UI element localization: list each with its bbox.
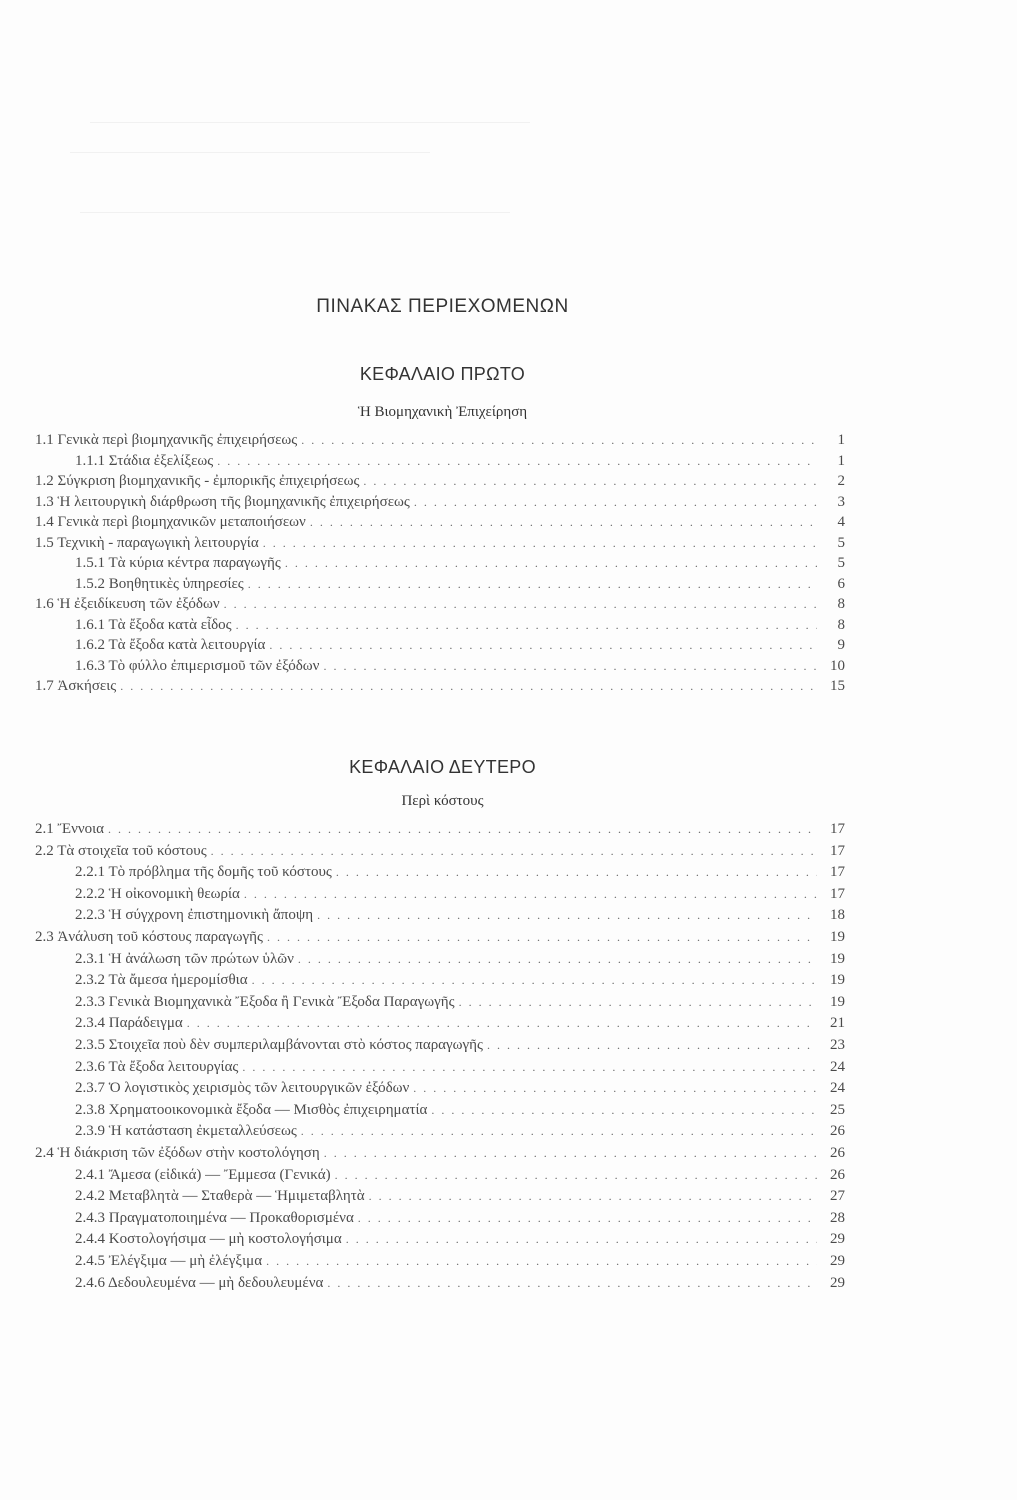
toc-entry-label — [75, 451, 217, 471]
toc-entry-label — [75, 1013, 187, 1033]
toc-entry-page: 15 — [830, 678, 845, 694]
toc-entry-label — [35, 594, 224, 614]
toc-entry-text: Γενικὰ περὶ βιομηχανικῆς ἐπιχειρήσεως — [57, 432, 298, 448]
toc-entry — [0, 1057, 1017, 1077]
chapter-1-subheading: Ἡ Βιομηχανικὴ Ἐπιχείρηση — [357, 404, 528, 420]
toc-entry-number: 1.7 — [35, 678, 54, 694]
toc-entry-label — [75, 1100, 431, 1120]
toc-entry-label — [35, 927, 267, 947]
toc-entry-text: Τὰ ἄμεσα ἡμερομίσθια — [108, 972, 248, 989]
toc-entry — [0, 1229, 1017, 1249]
chapter-2-heading: ΚΕΦΑΛΑΙΟ ΔΕΥΤΕΡΟ — [349, 757, 536, 777]
toc-entry-text: Βοηθητικὲς ὑπηρεσίες — [108, 575, 244, 592]
toc-leader-dots — [358, 1208, 817, 1228]
toc-entry-page: 24 — [830, 1058, 845, 1075]
toc-entry-text: Γενικὰ περὶ βιομηχανικῶν μεταποιήσεων — [57, 514, 306, 530]
toc-entry-number: 2.4.1 — [75, 1166, 105, 1183]
toc-entry-label — [75, 970, 252, 990]
bleed-through-line — [90, 122, 530, 123]
toc-entry-text: Σύγκριση βιομηχανικῆς - ἐμπορικῆς ἐπιχειρήσεως — [57, 473, 360, 489]
toc-entry — [0, 1013, 1017, 1033]
toc-entry-label — [35, 819, 108, 839]
toc-entry-number: 2.3.5 — [75, 1037, 105, 1053]
toc-entry-page: 9 — [837, 637, 845, 653]
toc-entry-page: 19 — [830, 993, 845, 1010]
bleed-through-line — [80, 212, 510, 213]
toc-leader-dots — [298, 949, 817, 969]
toc-entry-number: 1.6.1 — [75, 616, 105, 633]
toc-entry-text: Τὸ φύλλο ἐπιμερισμοῦ τῶν ἐξόδων — [108, 657, 320, 674]
toc-entry-label — [75, 1273, 327, 1293]
toc-entry-number: 1.4 — [35, 514, 54, 530]
toc-entry-number: 2.4 — [35, 1145, 54, 1161]
toc-entry-number: 2.3.6 — [75, 1058, 105, 1075]
toc-entry-label — [35, 512, 310, 532]
chapter-2-subheading-block — [0, 793, 885, 810]
toc-entry-number: 2.2 — [35, 842, 54, 859]
toc-entry — [0, 841, 1017, 861]
toc-entry-label — [35, 492, 414, 512]
toc-leader-dots — [336, 862, 817, 882]
chapter-1-heading: ΚΕΦΑΛΑΙΟ ΠΡΩΤΟ — [359, 364, 526, 384]
toc-leader-dots — [242, 1057, 817, 1077]
toc-entry-number: 2.4.5 — [75, 1253, 105, 1269]
toc-entry — [0, 574, 1017, 594]
toc-entry-page: 5 — [837, 534, 845, 551]
toc-entry-text: Ἀσκήσεις — [57, 678, 117, 694]
toc-entry-number: 2.3 — [35, 929, 54, 945]
toc-entry-label — [35, 471, 363, 491]
toc-entry-number: 2.3.4 — [75, 1015, 105, 1032]
toc-entry-text: Παράδειγμα — [108, 1015, 183, 1032]
toc-entry-page: 3 — [837, 493, 845, 510]
chapter-1-subheading-block — [0, 404, 885, 421]
toc-leader-dots — [211, 841, 817, 861]
toc-entry — [0, 1251, 1017, 1271]
toc-entry-label — [75, 615, 236, 635]
toc-entry — [0, 451, 1017, 471]
toc-entry-page: 18 — [830, 907, 845, 924]
toc-entry-page: 29 — [830, 1274, 845, 1291]
toc-entry-page: 23 — [830, 1037, 845, 1053]
toc-entry-page: 1 — [837, 432, 845, 448]
toc-leader-dots — [301, 1121, 817, 1141]
toc-entry-page: 25 — [830, 1101, 845, 1118]
toc-entry-label — [35, 533, 263, 553]
toc-leader-dots — [413, 1078, 817, 1098]
toc-leader-dots — [263, 533, 817, 553]
toc-entry-text: Ἡ σύγχρονη ἐπιστημονικὴ ἄποψη — [108, 907, 314, 924]
toc-leader-dots — [323, 656, 817, 676]
toc-leader-dots — [269, 635, 817, 655]
toc-entry-page: 29 — [830, 1253, 845, 1269]
toc-entry-text: Ἀνάλυση τοῦ κόστους παραγωγῆς — [57, 929, 263, 945]
toc-entry-label — [75, 656, 323, 676]
toc-entry — [0, 635, 1017, 655]
toc-entry-text: Μεταβλητὰ — Σταθερὰ — Ἡμιμεταβλητὰ — [108, 1188, 365, 1205]
toc-entry-label — [75, 862, 336, 882]
toc-leader-dots — [327, 1273, 817, 1293]
toc-entry-page: 26 — [830, 1166, 845, 1183]
toc-leader-dots — [236, 615, 817, 635]
toc-entry — [0, 927, 1017, 947]
toc-leader-dots — [267, 927, 817, 947]
toc-entry-label — [75, 1078, 413, 1098]
toc-entry — [0, 1186, 1017, 1206]
toc-entry-text: Ἡ κατάσταση ἐκμεταλλεύσεως — [108, 1123, 297, 1140]
chapter-2-heading-block — [0, 757, 885, 778]
toc-entry-number: 1.5.2 — [75, 575, 105, 592]
toc-entry-page: 26 — [830, 1145, 845, 1161]
toc-entry-number: 2.2.1 — [75, 864, 105, 881]
bleed-through-line — [70, 152, 430, 153]
toc-entry — [0, 862, 1017, 882]
toc-entry-text: Ὁ λογιστικὸς χειρισμὸς τῶν λειτουργικῶν ἐξόδων — [108, 1080, 410, 1097]
toc-leader-dots — [431, 1100, 817, 1120]
toc-entry-number: 2.2.2 — [75, 885, 105, 902]
toc-entry-text: Ἔννοια — [57, 821, 105, 837]
toc-entry-text: Χρηματοοικονομικὰ ἔξοδα — Μισθὸς ἐπιχειρηματία — [108, 1101, 428, 1118]
toc-entry — [0, 512, 1017, 532]
toc-entry — [0, 970, 1017, 990]
toc-entry — [0, 1143, 1017, 1163]
toc-entry-page: 8 — [837, 596, 845, 612]
toc-entry-number: 1.6.3 — [75, 657, 105, 674]
toc-entry — [0, 1165, 1017, 1185]
toc-entry-label — [35, 676, 120, 696]
toc-entry-text: Ἐλέγξιμα — μὴ ἐλέγξιμα — [108, 1253, 263, 1269]
toc-entry-page: 29 — [830, 1231, 845, 1248]
toc-leader-dots — [487, 1035, 817, 1055]
toc-leader-dots — [217, 451, 817, 471]
toc-entry-page: 28 — [830, 1209, 845, 1226]
toc-leader-dots — [346, 1229, 817, 1249]
toc-entry-page: 19 — [830, 929, 845, 945]
toc-leader-dots — [244, 884, 817, 904]
toc-entry-label — [75, 1186, 369, 1206]
toc-leader-dots — [414, 492, 817, 512]
toc-entry — [0, 492, 1017, 512]
toc-entry-page: 6 — [837, 575, 845, 592]
toc-entry-page: 10 — [830, 657, 845, 674]
toc-entry-label — [35, 430, 301, 450]
toc-entry-number: 2.2.3 — [75, 907, 105, 924]
toc-entry-text: Τὰ ἔξοδα κατὰ εἶδος — [108, 616, 232, 633]
toc-leader-dots — [120, 676, 817, 696]
toc-entry-label — [75, 635, 269, 655]
toc-entry-page: 8 — [837, 616, 845, 633]
toc-entry-text: Ἄμεσα (εἰδικά) — Ἔμμεσα (Γενικά) — [108, 1166, 331, 1183]
toc-entry-label — [75, 1165, 335, 1185]
toc-entry-page: 24 — [830, 1080, 845, 1097]
toc-entry-label — [35, 841, 211, 861]
toc-entry-text: Τὸ πρόβλημα τῆς δομῆς τοῦ κόστους — [108, 864, 332, 881]
toc-entry — [0, 533, 1017, 553]
toc-entry-page: 4 — [837, 514, 845, 530]
toc-entry-number: 2.3.9 — [75, 1123, 105, 1140]
toc-entry — [0, 1121, 1017, 1141]
toc-entry-page: 19 — [830, 950, 845, 967]
toc-entry-number: 2.4.6 — [75, 1274, 105, 1291]
toc-leader-dots — [187, 1013, 817, 1033]
toc-entry-label — [75, 1035, 487, 1055]
toc-entry-text: Ἡ διάκριση τῶν ἐξόδων στὴν κοστολόγηση — [57, 1145, 320, 1161]
toc-leader-dots — [363, 471, 817, 491]
toc-entry-text: Πραγματοποιημένα — Προκαθορισμένα — [108, 1209, 354, 1226]
toc-entry-number: 2.3.3 — [75, 993, 105, 1010]
toc-leader-dots — [285, 553, 817, 573]
toc-leader-dots — [317, 905, 817, 925]
toc-entry-text: Στάδια ἐξελίξεως — [108, 452, 214, 469]
toc-entry-number: 1.3 — [35, 493, 54, 510]
toc-entry-number: 1.6.2 — [75, 637, 105, 653]
toc-entry-label — [75, 553, 285, 573]
toc-entry-number: 2.4.3 — [75, 1209, 105, 1226]
toc-entry-page: 1 — [837, 452, 845, 469]
toc-entry-number: 2.1 — [35, 821, 54, 837]
page-title: ΠΙΝΑΚΑΣ ΠΕΡΙΕΧΟΜΕΝΩΝ — [316, 296, 569, 317]
toc-leader-dots — [266, 1251, 817, 1271]
toc-entry-page: 2 — [837, 473, 845, 489]
toc-leader-dots — [324, 1143, 817, 1163]
toc-entry-text: Στοιχεῖα ποὺ δὲν συμπεριλαμβάνονται στὸ κόστος παραγωγῆς — [108, 1037, 483, 1053]
toc-entry-number: 1.5.1 — [75, 555, 105, 571]
toc-entry-page: 17 — [830, 864, 845, 881]
toc-entry — [0, 819, 1017, 839]
toc-entry — [0, 1100, 1017, 1120]
toc-entry-label — [75, 1208, 358, 1228]
toc-leader-dots — [224, 594, 817, 614]
toc-leader-dots — [248, 574, 817, 594]
toc-leader-dots — [108, 819, 817, 839]
toc-entry — [0, 430, 1017, 450]
toc-leader-dots — [369, 1186, 817, 1206]
toc-entry-text: Τὰ κύρια κέντρα παραγωγῆς — [108, 555, 281, 571]
toc-entry-text: Τὰ ἔξοδα κατὰ λειτουργία — [108, 637, 266, 653]
toc-entry-label — [75, 884, 244, 904]
toc-leader-dots — [301, 430, 817, 450]
toc-entry — [0, 594, 1017, 614]
toc-entry-number: 1.1.1 — [75, 452, 105, 469]
toc-entry-number: 1.2 — [35, 473, 54, 489]
toc-entry — [0, 884, 1017, 904]
toc-entry-label — [35, 1143, 324, 1163]
toc-entry-label — [75, 1251, 266, 1271]
toc-entry-text: Ἡ ἀνάλωση τῶν πρώτων ὑλῶν — [108, 950, 294, 967]
toc-entry — [0, 676, 1017, 696]
toc-entry-page: 5 — [837, 555, 845, 571]
toc-entry-label — [75, 949, 298, 969]
toc-entry-number: 2.3.7 — [75, 1080, 105, 1097]
toc-entry — [0, 1035, 1017, 1055]
toc-entry-text: Τὰ στοιχεῖα τοῦ κόστους — [57, 842, 207, 859]
toc-entry — [0, 1208, 1017, 1228]
toc-entry-label — [75, 1229, 346, 1249]
chapter-1-heading-block — [0, 364, 885, 385]
toc-entry-label — [75, 1057, 242, 1077]
toc-leader-dots — [459, 992, 817, 1012]
toc-entry-page: 17 — [830, 885, 845, 902]
toc-entry — [0, 1273, 1017, 1293]
toc-entry-page: 19 — [830, 972, 845, 989]
toc-entry-number: 1.1 — [35, 432, 54, 448]
toc-entry-page: 17 — [830, 842, 845, 859]
toc-entry-number: 2.3.1 — [75, 950, 105, 967]
toc-entry-label — [75, 905, 317, 925]
toc-entry-text: Γενικὰ Βιομηχανικὰ Ἔξοδα ἢ Γενικὰ Ἔξοδα Παραγωγῆς — [108, 993, 455, 1010]
toc-leader-dots — [310, 512, 817, 532]
toc-entry-label — [75, 1121, 301, 1141]
toc-entry-text: Ἡ λειτουργικὴ διάρθρωση τῆς βιομηχανικῆς ἐπιχειρήσεως — [57, 493, 410, 510]
toc-entry-number: 2.3.8 — [75, 1101, 105, 1118]
toc-entry-text: Τὰ ἔξοδα λειτουργίας — [108, 1058, 239, 1075]
toc-entry-number: 1.5 — [35, 534, 54, 551]
toc-entry — [0, 656, 1017, 676]
chapter-2-subheading: Περὶ κόστους — [401, 793, 484, 809]
toc-entry-number: 2.4.4 — [75, 1231, 105, 1248]
toc-entry-text: Ἡ ἐξειδίκευση τῶν ἐξόδων — [57, 596, 220, 612]
toc-entry-text: Κοστολογήσιμα — μὴ κοστολογήσιμα — [108, 1231, 342, 1248]
toc-entry-page: 27 — [830, 1188, 845, 1205]
toc-entry-text: Δεδουλευμένα — μὴ δεδουλευμένα — [107, 1274, 324, 1291]
toc-entry-number: 2.3.2 — [75, 972, 105, 989]
toc-entry-text: Ἡ οἰκονομικὴ θεωρία — [108, 885, 240, 902]
toc-entry-label — [75, 574, 248, 594]
toc-entry-page: 21 — [830, 1015, 845, 1032]
toc-entry — [0, 992, 1017, 1012]
toc-leader-dots — [252, 970, 817, 990]
toc-entry — [0, 905, 1017, 925]
toc-entry-page: 26 — [830, 1123, 845, 1140]
toc-entry-label — [75, 992, 459, 1012]
toc-entry-page: 17 — [830, 821, 845, 837]
toc-entry — [0, 471, 1017, 491]
toc-entry-number: 2.4.2 — [75, 1188, 105, 1205]
toc-entry-number: 1.6 — [35, 596, 54, 612]
toc-entry — [0, 949, 1017, 969]
toc-entry-text: Τεχνικὴ - παραγωγικὴ λειτουργία — [57, 534, 259, 551]
toc-leader-dots — [335, 1165, 817, 1185]
toc-entry — [0, 553, 1017, 573]
toc-entry — [0, 1078, 1017, 1098]
toc-entry — [0, 615, 1017, 635]
